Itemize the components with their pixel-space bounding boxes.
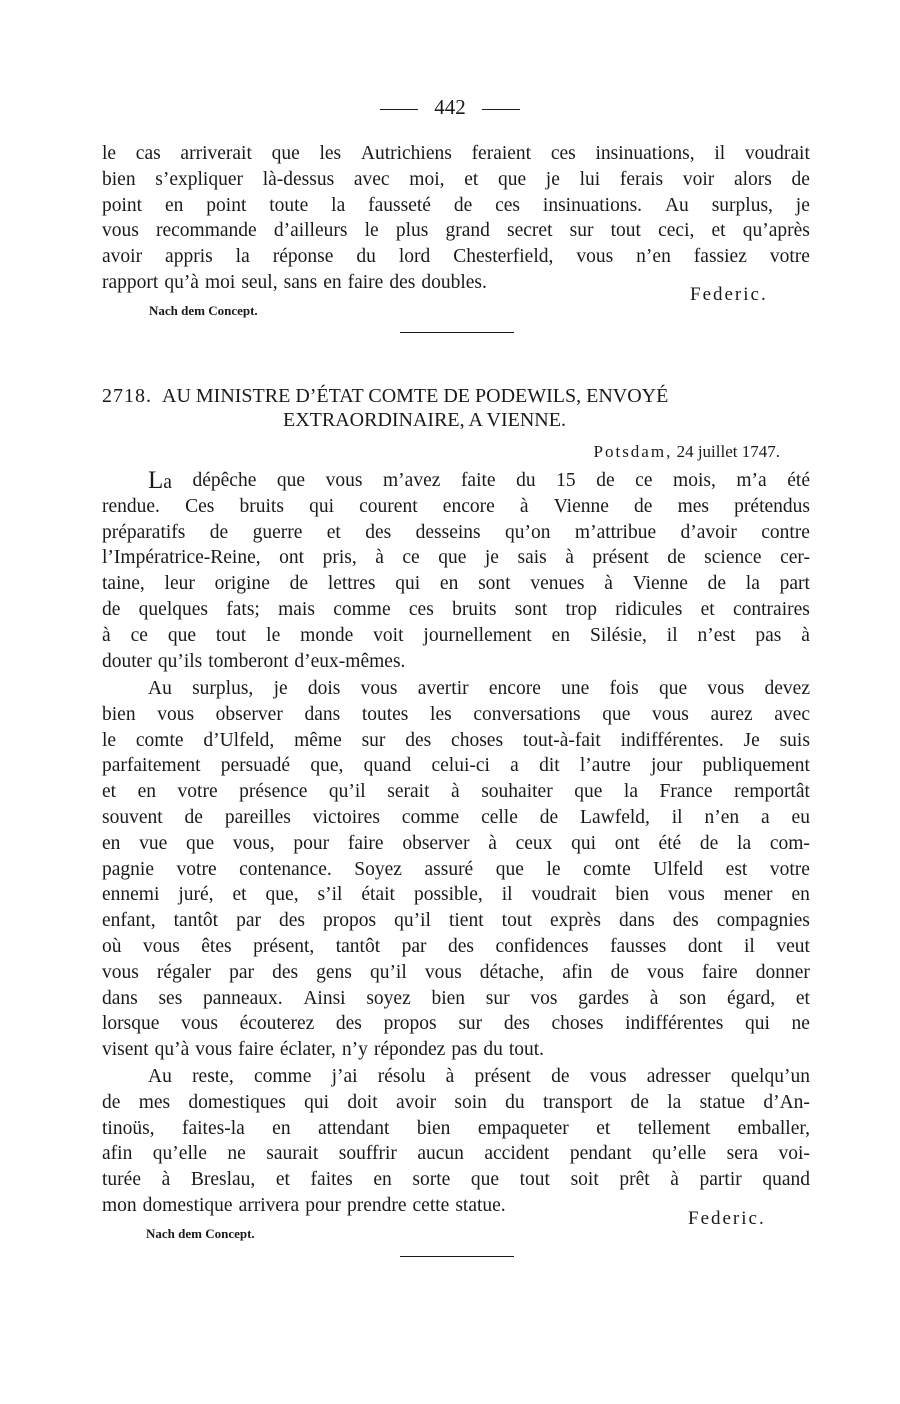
letter-number: 2718. — [102, 385, 152, 407]
text-line: vous recommande d’ailleurs le plus grand secret sur tout ceci, et qu’après — [102, 220, 810, 242]
section-divider-2 — [400, 1256, 514, 1257]
text-line: tinoüs, faites-la en attendant bien empaqueter et tellement emballer, — [102, 1117, 810, 1139]
text-line: bien s’expliquer là-dessus avec moi, et que je lui ferais voir alors de — [102, 168, 810, 190]
text-line: rapport qu’à moi seul, sans en faire des doubles. — [102, 271, 487, 293]
page-number — [0, 95, 900, 119]
text-line: douter qu’ils tomberont d’eux-mêmes. — [102, 650, 406, 672]
text-line: turée à Breslau, et faites en sorte que tout soit prêt à partir quand — [102, 1169, 810, 1191]
text-line: préparatifs de guerre et des desseins qu’on m’attribue d’avoir contre — [102, 521, 810, 543]
text-line: l’Impératrice-Reine, ont pris, à ce que je sais à présent de science cer- — [102, 547, 810, 569]
text-line: afin qu’elle ne saurait souffrir aucun accident pendant qu’elle sera voi- — [102, 1143, 810, 1165]
text-line: dans ses panneaux. Ainsi soyez bien sur vos gardes à son égard, et — [102, 987, 810, 1009]
dateline-place: Potsdam, — [593, 442, 673, 461]
text-line: Au surplus, je dois vous avertir encore une fois que vous devez — [148, 678, 810, 699]
page-number-text: 442 — [434, 95, 466, 119]
text-line: vous régaler par des gens qu’il vous détache, afin de vous faire donner — [102, 961, 810, 983]
text-line: avoir appris la réponse du lord Chesterfield, vous n’en fassiez votre — [102, 246, 810, 268]
letter-2-source-note: Nach dem Concept. — [146, 1226, 255, 1241]
letter-2-heading-line-1 — [102, 383, 668, 409]
text-line: bien vous observer dans toutes les conversations que vous aurez avec — [102, 703, 810, 725]
heading-title-1: AU MINISTRE D’ÉTAT COMTE DE PODEWILS, ENVOYÉ — [162, 385, 669, 407]
text-line: La dépêche que vous m’avez faite du 15 de ce mois, m’a été — [148, 467, 810, 494]
text-line: de quelques fats; mais comme ces bruits sont trop ridicules et contraires — [102, 598, 810, 620]
letter-1-source-note: Nach dem Concept. — [149, 303, 258, 318]
text-line: où vous êtes présent, tantôt par des confidences fausses dont il veut — [102, 935, 810, 957]
page-number-dash-right — [482, 109, 520, 110]
section-divider-1 — [400, 332, 514, 333]
text-line: en vue que vous, pour faire observer à ceux qui ont été de la com- — [102, 832, 810, 854]
text-line: à ce que tout le monde voit journellement en Silésie, il n’est pas à — [102, 624, 810, 646]
letter-2-paragraph-3 — [102, 1064, 810, 1219]
letter-2-signature: Federic. — [688, 1208, 766, 1229]
text-line: souvent de pareilles victoires comme celle de Lawfeld, il n’en a eu — [102, 806, 810, 828]
text-line: de mes domestiques qui doit avoir soin du transport de la statue d’An- — [102, 1091, 810, 1113]
text-line: Au reste, comme j’ai résolu à présent de vous adresser quelqu’un — [148, 1066, 810, 1087]
text-line: et en votre présence qu’il serait à souhaiter que la France remportât — [102, 781, 810, 803]
dateline-date: 24 juillet 1747. — [676, 442, 780, 461]
letter-2-dateline — [594, 442, 780, 462]
text-line: parfaitement persuadé que, quand celui-ci a dit l’autre jour publiquement — [102, 755, 810, 777]
letter-1-signature: Federic. — [690, 284, 768, 305]
text-line: rendue. Ces bruits qui courent encore à Vienne de mes prétendus — [102, 495, 810, 517]
text-line: visent qu’à vous faire éclater, n’y répondez pas du tout. — [102, 1039, 545, 1061]
letter-2-paragraph-2 — [102, 676, 810, 1063]
text-line: enfant, tantôt par des propos qu’il tient tout exprès dans des compagnies — [102, 910, 810, 932]
letter-2-heading-line-2: EXTRAORDINAIRE, A VIENNE. — [283, 409, 566, 431]
page-number-dash-left — [380, 109, 418, 110]
text-line: lorsque vous écouterez des propos sur des choses indifférentes qui ne — [102, 1013, 810, 1035]
text-line: le comte d’Ulfeld, même sur des choses tout-à-fait indifférentes. Je suis — [102, 729, 810, 751]
text-line: ennemi juré, et que, s’il était possible, il voudrait bien vous mener en — [102, 884, 810, 906]
text-line: pagnie votre contenance. Soyez assuré que le comte Ulfeld est votre — [102, 858, 810, 880]
text-line: mon domestique arrivera pour prendre cette statue. — [102, 1194, 506, 1216]
text-line: taine, leur origine de lettres qui en sont venues à Vienne de la part — [102, 573, 810, 595]
letter-2-paragraph-1 — [102, 468, 810, 674]
text-line: point en point toute la fausseté de ces insinuations. Au surplus, je — [102, 194, 810, 216]
text-line: le cas arriverait que les Autrichiens feraient ces insinuations, il voudrait — [102, 143, 810, 164]
letter-1-body — [102, 141, 810, 296]
